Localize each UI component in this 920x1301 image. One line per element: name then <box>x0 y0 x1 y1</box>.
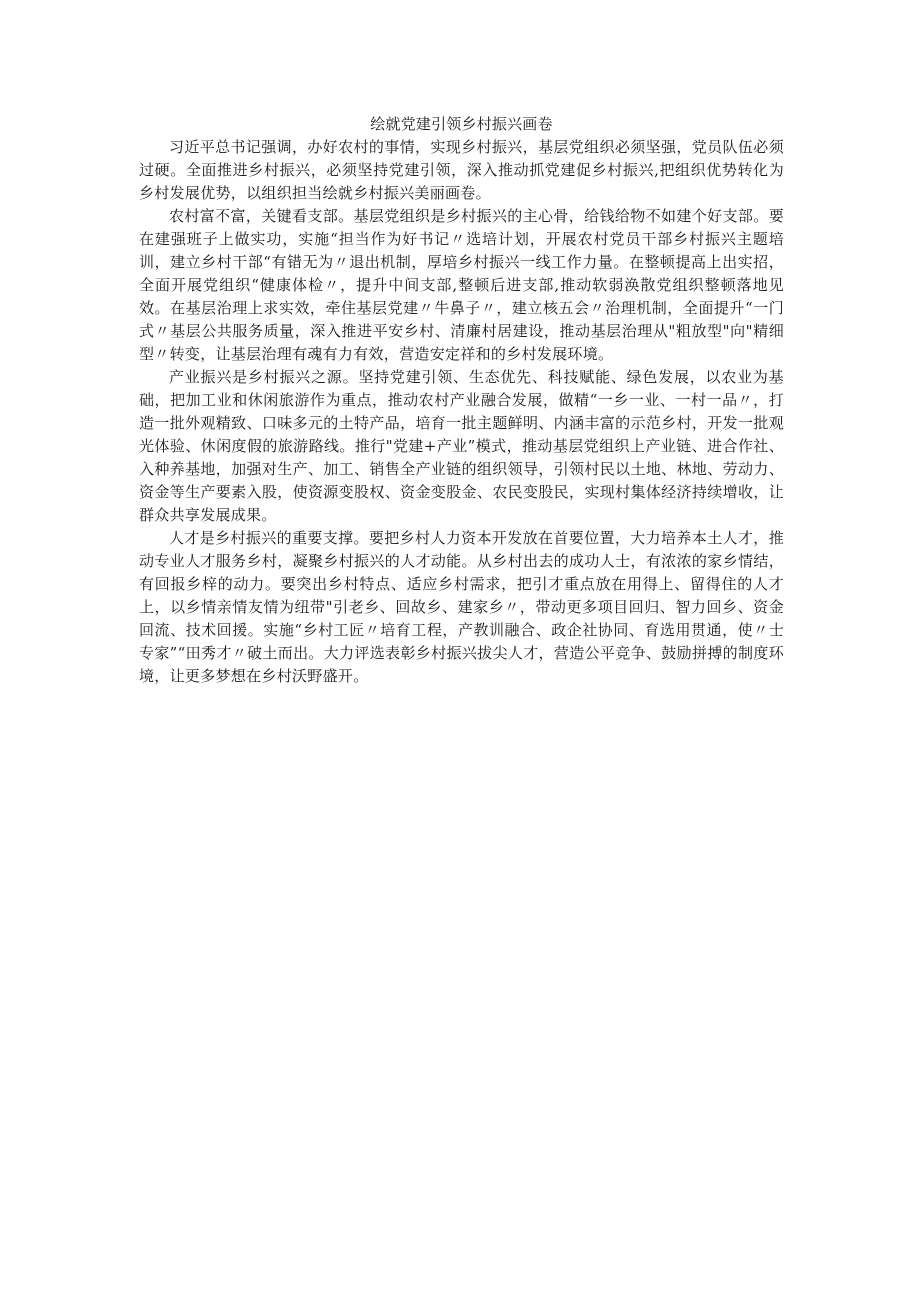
document-title: 绘就党建引领乡村振兴画卷 <box>370 115 553 133</box>
paragraph-talent: 人才是乡村振兴的重要支撑。要把乡村人力资本开发放在首要位置，大力培养本土人才，推动专业人才服务乡村，凝聚乡村振兴的人才动能。从乡村出去的成功人士，有浓浓的家乡情结，有回报乡梓的动力。要突出乡村特点、适应乡村需求，把引才重点放在用得上、留得住的人才上，以乡情亲情友情为纽带"引老乡、回故乡、建家乡〃，带动更多项目回归、智力回乡、资金回流、技术回援。实施“乡村工匠〃培育工程，产教训融合、政企社协同、育选用贯通，使〃士专家”“田秀才〃破土而出。大力评选表彰乡村振兴拔尖人才，营造公平竞争、鼓励拼搏的制度环境，让更多梦想在乡村沃野盛开。 <box>139 529 784 685</box>
paragraph-industry: 产业振兴是乡村振兴之源。坚持党建引领、生态优先、科技赋能、绿色发展，以农业为基础，把加工业和休闲旅游作为重点，推动农村产业融合发展，做精“一乡一业、一村一品〃，打造一批外观精致、口味多元的土特产品，培育一批主题鲜明、内涵丰富的示范乡村，开发一批观光体验、休闲度假的旅游路线。推行"党建+产业”模式，推动基层党组织上产业链、进合作社、入种养基地，加强对生产、加工、销售全产业链的组织领导，引领村民以土地、林地、劳动力、资金等生产要素入股，使资源变股权、资金变股金、农民变股民，实现村集体经济持续增收，让群众共享发展成果。 <box>139 368 784 524</box>
paragraph-intro: 习近平总书记强调，办好农村的事情，实现乡村振兴，基层党组织必须坚强，党员队伍必须过硬。全面推进乡村振兴，必须坚持党建引领，深入推动抓党建促乡村振兴,把组织优势转化为乡村发展优势，以组织担当绘就乡村振兴美丽画卷。 <box>139 138 784 202</box>
paragraph-party-branch: 农村富不富，关键看支部。基层党组织是乡村振兴的主心骨，给钱给物不如建个好支部。要在建强班子上做实功，实施“担当作为好书记〃选培计划，开展农村党员干部乡村振兴主题培训，建立乡村干部“有错无为〃退出机制，厚培乡村振兴一线工作力量。在整顿提高上出实招，全面开展党组织“健康体检〃，提升中间支部,整顿后进支部,推动软弱涣散党组织整顿落地见效。在基层治理上求实效，牵住基层党建〃牛鼻子〃，建立核五会〃治理机制，全面提升“一门式〃基层公共服务质量，深入推进平安乡村、清廉村居建设，推动基层治理从"粗放型"向"精细型〃转变，让基层治理有魂有力有效，营造安定祥和的乡村发展环境。 <box>139 207 784 363</box>
document-page <box>139 112 784 688</box>
